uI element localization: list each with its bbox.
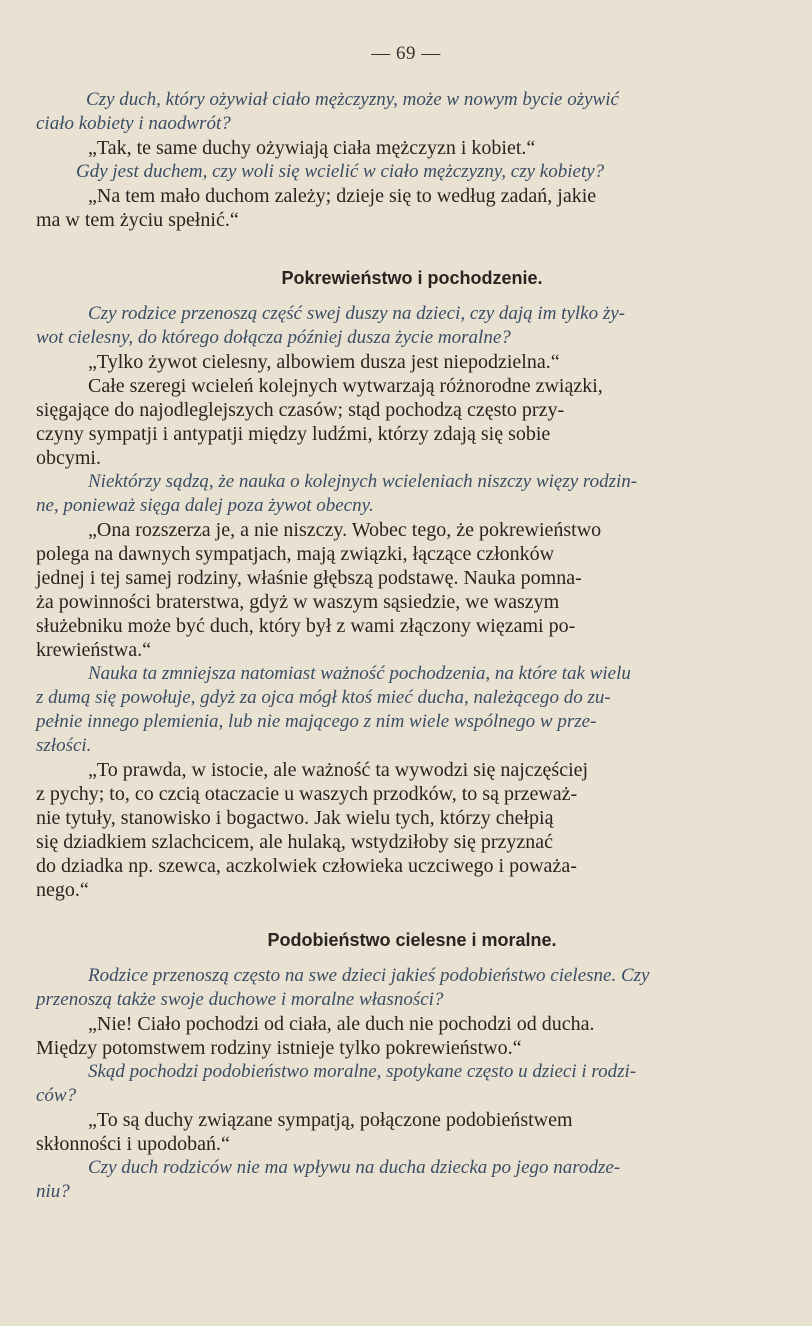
answer-line	[36, 830, 788, 854]
question-text: wot cielesny, do którego dołącza później dusza życie moralne?	[36, 327, 511, 348]
answer-text: „Ona rozszerza je, a nie niszczy. Wobec tego, że pokrewieństwo	[88, 519, 602, 541]
question-line	[36, 710, 788, 734]
answer-line	[36, 1132, 788, 1156]
answer-text: „Tak, te same duchy ożywiają ciała mężczyzn i kobiet.“	[88, 137, 536, 159]
question-line	[36, 964, 788, 988]
answer-line	[36, 854, 788, 878]
answer-line	[36, 782, 788, 806]
question-text: ciało kobiety i naodwrót?	[36, 113, 231, 134]
question-text: szłości.	[36, 735, 92, 756]
question-line	[36, 988, 788, 1012]
answer-line	[36, 136, 788, 160]
question-text: Nauka ta zmniejsza natomiast ważność pochodzenia, na które tak wielu	[88, 663, 631, 684]
question-text: pełnie innego plemienia, lub nie mającego z nim wiele wspólnego w prze-	[36, 711, 597, 732]
question-text: Czy rodzice przenoszą część swej duszy na dzieci, czy dają im tylko ży-	[88, 303, 626, 324]
question-line	[36, 494, 788, 518]
answer-text: z pychy; to, co czcią otaczacie u waszych przodków, to są przeważ-	[36, 783, 578, 805]
answer-line	[36, 374, 788, 398]
answer-text: do dziadka np. szewca, aczkolwiek człowieka uczciwego i poważa-	[36, 855, 577, 877]
answer-line	[36, 566, 788, 590]
question-line	[36, 1084, 788, 1108]
question-line	[36, 112, 788, 136]
question-line	[36, 470, 788, 494]
answer-text: krewieństwa.“	[36, 639, 151, 661]
answer-line	[36, 1108, 788, 1132]
question-text: ców?	[36, 1085, 77, 1106]
answer-text: polega na dawnych sympatjach, mają związki, łączące członków	[36, 543, 555, 565]
answer-text: „To prawda, w istocie, ale ważność ta wywodzi się najczęściej	[88, 759, 589, 781]
answer-text: nie tytuły, stanowisko i bogactwo. Jak wielu tych, którzy chełpią	[36, 807, 554, 829]
answer-text: sięgające do najodleglejszych czasów; stąd pochodzą często przy-	[36, 399, 565, 421]
answer-line	[36, 590, 788, 614]
question-line	[36, 686, 788, 710]
question-line	[36, 734, 788, 758]
question-line	[36, 662, 788, 686]
answer-text: jednej i tej samej rodziny, właśnie głębszą podstawę. Nauka pomna-	[36, 567, 582, 589]
question-line	[36, 1180, 788, 1204]
answer-text: skłonności i upodobań.“	[36, 1133, 230, 1155]
page-body	[36, 88, 788, 1204]
answer-line	[36, 1012, 788, 1036]
answer-line	[36, 398, 788, 422]
answer-text: „Nie! Ciało pochodzi od ciała, ale duch nie pochodzi od ducha.	[88, 1013, 595, 1035]
answer-text: nego.“	[36, 879, 89, 901]
section-heading: Pokrewieństwo i pochodzenie.	[281, 268, 543, 288]
question-text: Rodzice przenoszą często na swe dzieci jakieś podobieństwo cielesne. Czy	[88, 965, 650, 986]
answer-line	[36, 542, 788, 566]
question-line	[36, 1060, 788, 1084]
answer-text: ża powinności braterstwa, gdyż w waszym sąsiedzie, we waszym	[36, 591, 560, 613]
answer-text: ma w tem życiu spełnić.“	[36, 209, 239, 231]
answer-text: obcymi.	[36, 447, 101, 469]
answer-text: Między potomstwem rodziny istnieje tylko pokrewieństwo.“	[36, 1037, 522, 1059]
question-line	[36, 160, 788, 184]
page-number: — 69 —	[371, 43, 441, 64]
answer-line	[36, 208, 788, 232]
answer-line	[36, 806, 788, 830]
answer-text: Całe szeregi wcieleń kolejnych wytwarzają różnorodne związki,	[88, 375, 603, 397]
answer-line	[36, 422, 788, 446]
question-text: ne, ponieważ sięga dalej poza żywot obecny.	[36, 495, 374, 516]
question-text: z dumą się powołuje, gdyż za ojca mógł ktoś mieć ducha, należącego do zu-	[36, 687, 611, 708]
answer-line	[36, 1036, 788, 1060]
answer-line	[36, 758, 788, 782]
answer-line	[36, 446, 788, 470]
question-line	[36, 1156, 788, 1180]
question-line	[36, 326, 788, 350]
question-line	[36, 302, 788, 326]
answer-line	[36, 184, 788, 208]
answer-line	[36, 518, 788, 542]
question-text: niu?	[36, 1181, 70, 1202]
answer-text: „To są duchy związane sympatją, połączone podobieństwem	[88, 1109, 573, 1131]
question-text: Czy duch, który ożywiał ciało mężczyzny, może w nowym bycie ożywić	[86, 89, 619, 110]
answer-text: się dziadkiem szlachcicem, ale hulaką, wstydziłoby się przyznać	[36, 831, 554, 853]
answer-text: czyny sympatji i antypatji między ludźmi, którzy zdają się sobie	[36, 423, 551, 445]
question-text: przenoszą także swoje duchowe i moralne własności?	[36, 989, 444, 1010]
answer-line	[36, 350, 788, 374]
answer-text: służebniku może być duch, który był z wami złączony więzami po-	[36, 615, 576, 637]
question-text: Gdy jest duchem, czy woli się wcielić w ciało mężczyzny, czy kobiety?	[76, 161, 605, 182]
section-heading: Podobieństwo cielesne i moralne.	[267, 930, 557, 950]
answer-line	[36, 878, 788, 902]
answer-text: „Na tem mało duchom zależy; dzieje się to według zadań, jakie	[88, 185, 597, 207]
question-text: Skąd pochodzi podobieństwo moralne, spotykane często u dzieci i rodzi-	[88, 1061, 637, 1082]
question-line	[36, 88, 788, 112]
answer-line	[36, 638, 788, 662]
question-text: Niektórzy sądzą, że nauka o kolejnych wcieleniach niszczy więzy rodzin-	[88, 471, 638, 492]
answer-text: „Tylko żywot cielesny, albowiem dusza jest niepodzielna.“	[88, 351, 560, 373]
answer-line	[36, 614, 788, 638]
question-text: Czy duch rodziców nie ma wpływu na ducha dziecka po jego narodze-	[88, 1157, 621, 1178]
